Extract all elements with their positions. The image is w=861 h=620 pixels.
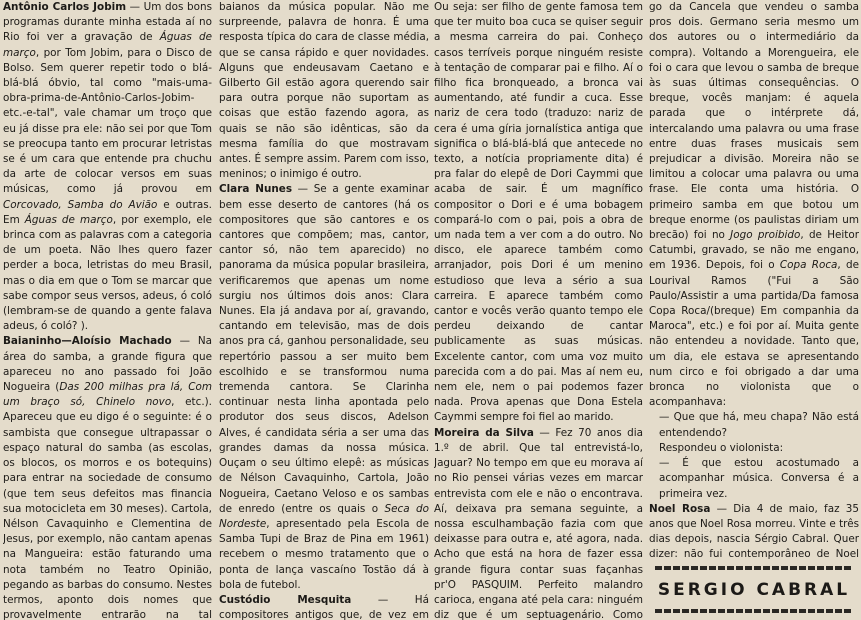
item-clara: Clara Nunes — Se a gente examinar bem esse deserto de cantores (há os compositores que são cantores e os cantores que compõem; mas, cantor, cantor só, não tem aparecido) no panorama da música popular brasileira, verificaremos que apenas um nome surgiu nos últimos dois anos: Clara Nunes. Ela já andava por aí, gravando, cantando em televisão, mas de dois anos pra cá, ganhou personalidade, seu repertório passou a ser muito bem escolhido e se transformou numa tremenda cantora. Se Clarinha continuar nesta linha apontada pelo produtor dos seus discos, Adelson Alves, é candidata séria a ser uma das grandes damas da nossa música. Ouçam o seu último elepê: as músicas de Nélson Cavaquinho, Cartola, João Nogueira, Caetano Veloso e os sambas de enredo (entre os quais o Seca do Nordeste, apresentado pela Escola de Samba Tupi de Braz de Pina em 1961) recebem o mesmo tratamento que o ponta de lança vascaíno Tostão dá à bola de futebol. bbox=[219, 183, 429, 591]
item-moreira: Moreira da Silva — Fez 70 anos dia 1.º de abril. Que tal entrevistá-lo, Jaguar? No tempo em que eu morava aí no Rio pensei várias vezes em marcar entrevista com ele e não o encontrava. Aí, deixava pra semana seguinte, a nossa esculhambação fazia com que deixasse para outra e, até agora, nada. Acho que está na hora de fazer essa grande figura contar suas façanhas pr'O PASQUIM. Perfeito malandro carioca, engana até pela cara: ninguém diz que é um septuagenário. Como bbox=[434, 426, 643, 620]
item-moreira-cont: go da Cancela que vendeu o samba pros dois. Germano seria mesmo um dos autores ou o intermediário da compra). Voltando a Morengueira, ele foi o cara que levou o samba de breque às suas últimas consequências. O breque, vocês manjam: é aquela parada que o intérprete dá, intercalando uma palavra ou uma frase entre duas frases musicais sem prejudicar a divisão. Moreira não se limitou a colocar uma palavra ou uma frase. Ele conta uma história. O primeiro samba em que botou um breque enorme (os paulistas diriam um brecão) foi no Jogo proibido, de Heitor Catumbi, gravado, se não me engano, em 1936. Depois, foi o Copa Roca, de Lourival Ramos ("Fui a São Paulo/Assistir a uma partida/Da famosa Copa Roca/(breque) Em companhia da Maroca", etc.) e foi por aí. Muita gente não entendeu a novidade. Tanto que, um dia, ele estava se apresentando num circo e foi obrigado a dar uma bronca no violonista que o acompanhava: bbox=[649, 1, 859, 409]
item-noel: Noel Rosa — Dia 4 de maio, faz 35 anos que Noel Rosa morreu. Vinte e três dias depois, nascia Sérgio Cabral. Quer dizer: não fui contemporâneo de Noel bbox=[649, 502, 859, 561]
heading-baianinho: Baianinho—Aloísio Machado bbox=[3, 335, 172, 348]
dialog-line-2: Respondeu o violonista: bbox=[659, 441, 784, 454]
heading-clara: Clara Nunes bbox=[219, 183, 293, 196]
item-custodio: Custódio Mesquita — Há compositores antigos que, de vez em bbox=[219, 593, 429, 620]
column-1 bbox=[3, 0, 212, 620]
author-signature: SERGIO CABRAL bbox=[657, 580, 851, 600]
item-baianinho: Baianinho—Aloísio Machado — Na área do samba, a grande figura que apareceu no ano passado foi João Nogueira (Das 200 milhas pra lá, Com um braço só, Chinelo novo, etc.). Apareceu que eu digo é o seguinte: é o sambista que consegue ultrapassar o espaço natural do samba (as escolas, os blocos, os morros e os botequins) para entrar na sociedade de consumo (que tem seus defeitos mas financia sua motocicleta em 30 meses). Cartola, Nélson Cavaquinho e Clementina de Jesus, por exemplo, não cantam apenas na Mangueira: estão faturando uma nota também no Teatro Opinião, pegando as barbas do consumo. Nestes termos, aponto dois nomes que provavelmente entrarão na tal bbox=[3, 335, 212, 620]
dialog-line-3: — É que estou acostumado a acompanhar música. Conversa é a primeira vez. bbox=[659, 457, 859, 500]
column-4 bbox=[649, 0, 859, 562]
signature-block bbox=[649, 563, 859, 620]
item-dori-cont: Ou seja: ser filho de gente famosa tem que ter muito boa cuca se quiser seguir a mesma carreira do pai. Conheço casos terríveis porque ninguém resiste à tentação de comparar pai e filho. Aí o filho fica bronqueado, a bronca vai aumentando, até fundir a cuca. Esse nariz de cera todo (traduzo: nariz de cera é uma gíria jornalística antiga que significa o blá-blá-blá que antecede no texto, a notícia propriamente dita) é pra falar do elepê de Dori Caymmi que acaba de sair. É um magnífico compositor o Dori e é uma bobagem compará-lo com o pai, pois a obra de um nada tem a ver com a do outro. No disco, ele aparece também como arranjador, pois Dori é um menino estudioso que leva a sério a sua carreira. E aparece também como cantor e vocês verão quanto tempo ele perdeu deixando de cantar publicamente as suas músicas. Excelente cantor, com uma voz muito parecida com a do pai. Mas aí nem eu, nem ele, nem o pai podemos fazer nada. Prova apenas que Dona Estela Caymmi sempre foi fiel ao marido. bbox=[434, 1, 643, 424]
signature-rule-bottom bbox=[655, 609, 853, 613]
heading-noel: Noel Rosa bbox=[649, 502, 711, 515]
column-3 bbox=[434, 0, 643, 620]
dialog-line-1: — Que que há, meu chapa? Não está entendendo? bbox=[659, 411, 859, 439]
column-2 bbox=[219, 0, 429, 620]
signature-rule-top bbox=[655, 566, 853, 570]
heading-moreira: Moreira da Silva bbox=[434, 426, 534, 439]
item-jobim: Antônio Carlos Jobim — Um dos bons programas durante minha estada aí no Rio foi ver a gravação de Águas de março, por Tom Jobim, para o Disco de Bolso. Sem querer repetir todo o blá-blá-blá óbvio, tal como "mais-uma-obra-prima-de-Antônio-Carlos-Jobim-etc.-e-tal", vale chamar um troço que eu já disse pra ele: não sei por que Tom se preocupa tanto em procurar letristas se é um cara que entende pra chuchu da arte de colocar versos em suas músicas, como já provou em Corcovado, Samba do Avião e outras. Em Águas de março, por exemplo, ele brinca com as palavras com a categoria de um poeta. Não lhes quero fazer perder a boca, letristas do meu Brasil, mas o dia em que o Tom se marcar que sabe compor seus versos, adeus, ó coló (lembram-se de quando a gente falava adeus, ó coló? ). bbox=[3, 1, 212, 333]
heading-jobim: Antônio Carlos Jobim bbox=[3, 1, 127, 13]
heading-custodio: Custódio Mesquita bbox=[219, 593, 352, 606]
item-baianos-cont: baianos da música popular. Não me surpreende, palavra de honra. É uma resposta típica do cara de classe média, que se cansa rápido e quer novidades. Alguns que endeusavam Caetano e Gilberto Gil estão agora querendo sair para outra porque não suportam as coisas que estão fazendo agora, as quais se não são idênticas, são da mesma família do que mostravam antes. É sempre assim. Parem com isso, meninos; o inimigo é outro. bbox=[219, 1, 429, 181]
